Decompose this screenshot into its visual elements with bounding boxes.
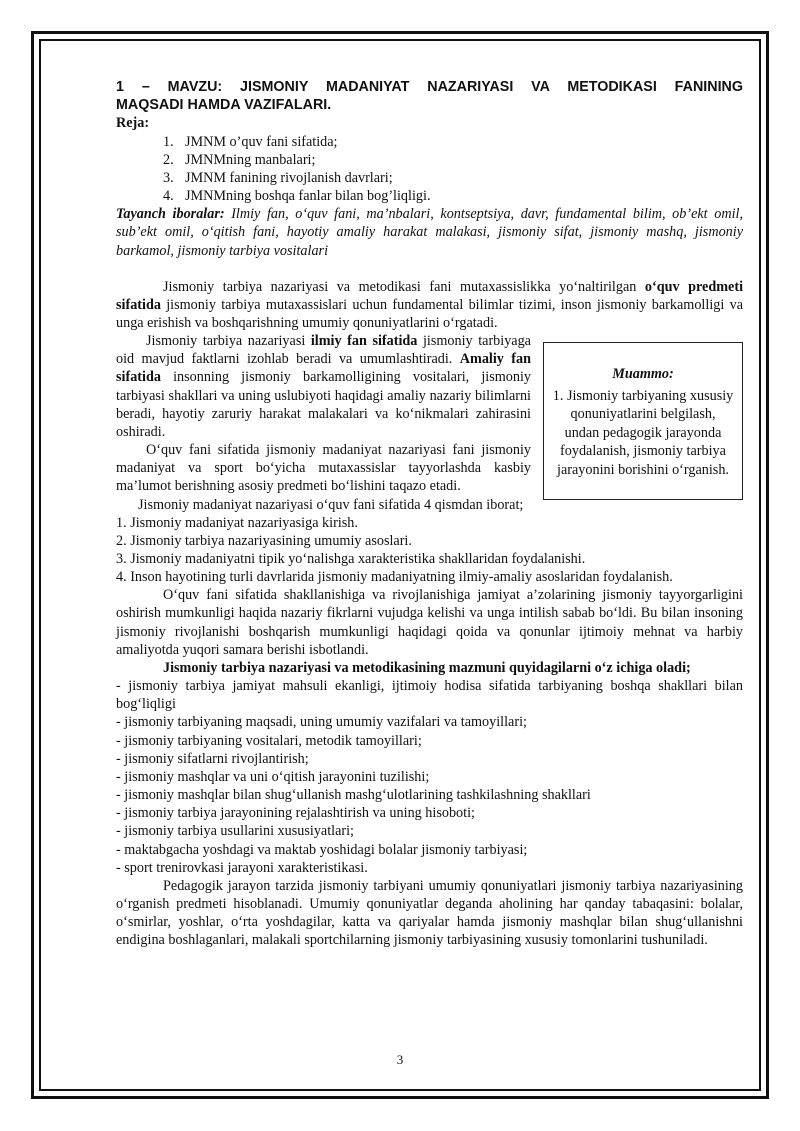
page-number: 3 bbox=[396, 1052, 404, 1067]
plan-list bbox=[116, 133, 743, 206]
part-item: 3. Jismoniy madaniyatni tipik yo‘nalishga xarakteristika shakllaridan foydalanishi. bbox=[116, 551, 586, 567]
plan-heading: Reja: bbox=[116, 115, 150, 132]
part-item: 2. Jismoniy tarbiya nazariyasining umumiy asoslari. bbox=[116, 532, 412, 549]
plan-item: 4. JMNMning boshqa fanlar bilan bog’liqligi. bbox=[163, 188, 431, 205]
content-item: - jismoniy mashqlar va uni o‘qitish jarayonini tuzilishi; bbox=[116, 768, 430, 785]
problem-text: 1. Jismoniy tarbiyaning xususiy qonuniyatlarini belgilash, undan pedagogik jarayonda foydalanish, jismoniy tarbiya jarayonini borishini o‘rganish. bbox=[552, 387, 734, 478]
topic-title bbox=[116, 78, 743, 114]
topic-title-line2: MAQSADI HAMDA VAZIFALARI. bbox=[116, 97, 332, 114]
paragraph-intro: Jismoniy tarbiya nazariyasi va metodikasi fani mutaxassislikka yo‘naltirilgan o‘quv predmeti sifatida jismoniy tarbiya mutaxassislari uchun fundamental bilimlar tizimi, inson jismoniy barkamolligi va unga erishish va boshqarishning umumiy qonuniyatlarini o‘rgatadi. bbox=[116, 278, 744, 331]
paragraph-educational: O‘quv fani sifatida jismoniy madaniyat nazariyasi fani jismoniy madaniyat va sport bo‘yicha mutaxassislar tayyorlashda kasbiy ma’lumot berishning asosiy predmeti bo‘lishini taqazo etadi. bbox=[116, 442, 531, 495]
part-item: 4. Inson hayotining turli davrlarida jismoniy madaniyatning ilmiy-amaliy asoslaridan foydalanish. bbox=[116, 569, 673, 586]
plan-item: 2. JMNMning manbalari; bbox=[163, 151, 316, 168]
keywords-text: Ilmiy fan, o‘quv fani, ma’nbalari, kontseptsiya, davr, fundamental bilim, ob’ekt omil, sub’ekt omil, o‘qitish fani, hayotiy amaliy harakat malakasi, jismoniy sifat, jismoniy mashq, jismoniy barkamol, jismoniy tarbiya vositalari bbox=[116, 206, 743, 259]
keywords-label: Tayanch iboralar: bbox=[116, 206, 225, 223]
paragraph-scientific: Jismoniy tarbiya nazariyasi ilmiy fan sifatida jismoniy tarbiyaga oid mavjud faktlarni izohlab beradi va umumlashtiradi. Amaliy fan sifatida insonning jismoniy barkamolligining vositalari, jismoniy tarbiyasi shakllari va uning uslubiyoti haqidagi amaliy nazariy bilimlarni beradi, hayotiy zaruriy harakat malakalari va ko‘nikmalari zahirasini oshiradi. bbox=[116, 333, 531, 440]
content-item: - jismoniy mashqlar bilan shug‘ullanish mashg‘ulotlarining tashkilashning shakllari bbox=[116, 787, 591, 804]
page-content bbox=[116, 78, 743, 949]
content-item: - sport trenirovkasi jarayoni xarakteristikasi. bbox=[116, 859, 368, 876]
plan-item: 3. JMNM fanining rivojlanish davrlari; bbox=[163, 169, 393, 186]
problem-box bbox=[543, 342, 743, 500]
paragraph-pedagogical: Pedagogik jarayon tarzida jismoniy tarbiyani umumiy qonuniyatlari jismoniy tarbiya nazariyasining o‘rganish predmeti hisoblanadi. Umumiy qonuniyatlar deganda aholining har qanday tabaqasini: bolalar, o‘smirlar, yoshlar, o‘rta yoshdagilar, katta va qariyalar hamda jismoniy mashqlar bilan shug‘ullanishni endigina boshlaganlari, malakali sportchilarning jismoniy tarbiyasining xususiy tomonlarini tushuniladi. bbox=[116, 877, 743, 949]
paragraph-formation: O‘quv fani sifatida shakllanishiga va rivojlanishiga jamiyat a’zolarining jismoniy tayyorgarligini oshirish mumkunligi haqida nazariy fikrlarni vujudga kelishi va unga intilish sabab bo‘ldi. Bu bilan insoning jismoniy rivojlanishi boshqarish mumkunligi haqidagi qoida va qonunlar ijtimoiy mehnat va harbiy amaliyotda yuqori samara berishi isbotlandi. bbox=[116, 587, 743, 658]
problem-heading: Muammo: bbox=[612, 366, 674, 382]
content-item: - jismoniy tarbiyaning vositalari, metodik tamoyillari; bbox=[116, 732, 422, 749]
keywords-paragraph bbox=[116, 205, 743, 259]
part-item: 1. Jismoniy madaniyat nazariyasiga kirish. bbox=[116, 514, 358, 531]
content-item: - jismoniy tarbiya usullarini xususiyatlari; bbox=[116, 823, 355, 840]
content-item: - jismoniy tarbiyaning maqsadi, uning umumiy vazifalari va tamoyillari; bbox=[116, 714, 527, 731]
content-item: - jismoniy sifatlarni rivojlantirish; bbox=[116, 750, 309, 767]
content-item: - jismoniy tarbiya jarayonining rejalashtirish va uning hisoboti; bbox=[116, 805, 475, 822]
paragraph-contents-heading: Jismoniy tarbiya nazariyasi va metodikasining mazmuni quyidagilarni o‘z ichiga oladi; bbox=[163, 659, 691, 676]
paragraph-parts: Jismoniy madaniyat nazariyasi o‘quv fani sifatida 4 qismdan iborat; bbox=[138, 496, 524, 513]
topic-title-line1: 1 – MAVZU: JISMONIY MADANIYAT NAZARIYASI VA METODIKASI FANINING bbox=[116, 79, 743, 95]
plan-item: 1. JMNM o’quv fani sifatida; bbox=[163, 133, 338, 150]
content-item: - maktabgacha yoshdagi va maktab yoshidagi bolalar jismoniy tarbiyasi; bbox=[116, 841, 528, 858]
content-item: - jismoniy tarbiya jamiyat mahsuli ekanligi, ijtimoiy hodisa sifatida tarbiyaning boshqa shakllari bilan bog‘liqligi bbox=[116, 678, 743, 713]
